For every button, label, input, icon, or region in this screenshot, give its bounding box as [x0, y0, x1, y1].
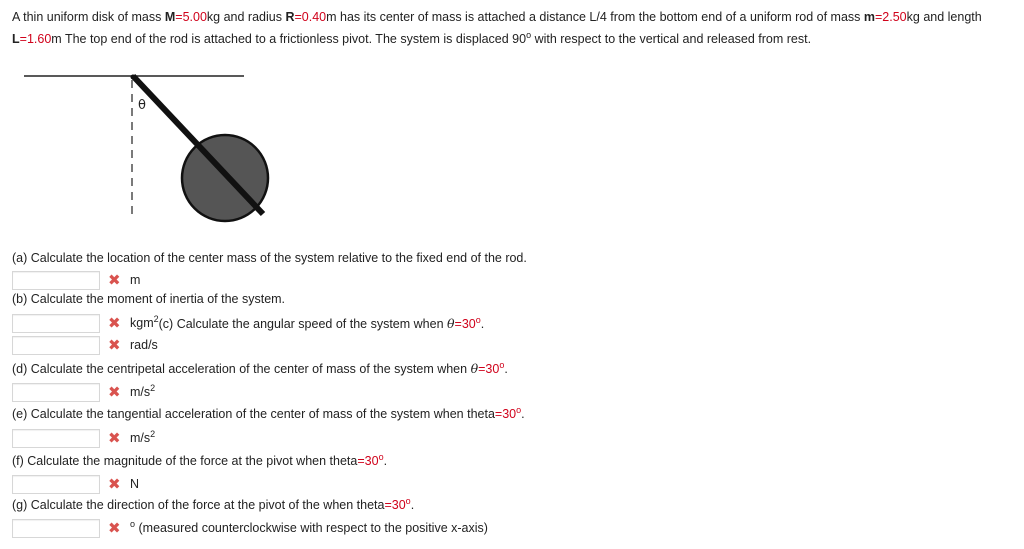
answer-row-b	[12, 313, 484, 333]
problem-text: kg and length	[906, 10, 982, 24]
theta-value: =30	[357, 454, 379, 468]
theta-value: =30	[454, 316, 476, 331]
theta-symbol: θ	[447, 315, 455, 331]
problem-text: m The top end of the rod is attached to a frictionless pivot. The system is displaced 90	[51, 32, 527, 46]
answer-input-c[interactable]	[12, 336, 100, 355]
question-d-text: (d) Calculate the centripetal acceleration of the center of mass of the system when	[12, 362, 471, 376]
unit-b	[130, 313, 159, 330]
unit-c: rad/s	[130, 338, 158, 352]
question-d: (d) Calculate the centripetal acceleration of the center of mass of the system when $\theta=30^o$.	[12, 359, 508, 376]
question-f-text: (f) Calculate the magnitude of the force at the pivot when theta	[12, 454, 358, 468]
degree-symbol: o	[475, 314, 481, 325]
degree-symbol: o	[516, 404, 522, 415]
question-c: (c) Calculate the angular speed of the system when $\theta=30^o$.	[158, 314, 485, 331]
unit-f: N	[130, 477, 140, 491]
unit-g-text: (measured counterclockwise with respect to the positive x-axis)	[135, 521, 488, 535]
theta-symbol: θ	[470, 361, 479, 376]
theta-value: =30	[478, 362, 500, 376]
unit-d-text: m/s	[130, 385, 151, 399]
unit-b-sup: 2	[153, 313, 159, 324]
theta-value: =30	[384, 498, 406, 512]
unit-d	[130, 382, 156, 399]
degree-symbol: o	[405, 495, 411, 506]
problem-text: kg and radius	[206, 10, 286, 24]
unit-b-text: kgm	[130, 316, 154, 330]
radius-label: R	[285, 10, 295, 24]
answer-input-b[interactable]	[12, 314, 100, 333]
question-e-text: (e) Calculate the tangential acceleration of the center of mass of the system when theta	[12, 407, 495, 421]
length-value: =1.60	[19, 32, 52, 46]
incorrect-icon: ✖	[108, 271, 121, 289]
question-b: (b) Calculate the moment of inertia of the system.	[12, 292, 286, 306]
theta-value: =30	[494, 407, 517, 421]
problem-text: A thin uniform disk of mass	[12, 10, 165, 24]
question-f: (f) Calculate the magnitude of the force at the pivot when $theta=30^o$.	[12, 451, 388, 468]
answer-input-g[interactable]	[12, 519, 100, 538]
unit-e	[130, 428, 156, 445]
unit-g	[130, 518, 488, 535]
problem-text: with respect to the vertical and released from rest.	[531, 32, 812, 46]
question-e: (e) Calculate the tangential acceleration of the center of mass of the system when $theta=30^o$.	[12, 404, 525, 421]
mass-rod-label: m	[863, 10, 875, 24]
answer-row-d	[12, 382, 155, 402]
answer-row-g	[12, 518, 488, 538]
incorrect-icon: ✖	[108, 336, 121, 354]
radius-value: =0.40	[294, 10, 327, 24]
theta-label: θ	[138, 98, 146, 113]
unit-d-sup: 2	[150, 382, 156, 393]
problem-statement	[12, 6, 1012, 50]
question-g-text: (g) Calculate the direction of the force at the pivot of the when theta	[12, 498, 385, 512]
pivot	[131, 75, 136, 80]
answer-input-d[interactable]	[12, 383, 100, 402]
pendulum-figure	[20, 68, 290, 228]
incorrect-icon: ✖	[108, 314, 121, 332]
answer-row-e	[12, 428, 155, 448]
answer-input-a[interactable]	[12, 271, 100, 290]
unit-g-degree: o	[130, 518, 136, 529]
unit-e-sup: 2	[150, 428, 156, 439]
length-label: L	[12, 32, 20, 46]
unit-a: m	[130, 273, 141, 287]
incorrect-icon: ✖	[108, 519, 121, 537]
incorrect-icon: ✖	[108, 429, 121, 447]
question-c-text: (c) Calculate the angular speed of the system when	[158, 316, 447, 331]
answer-row-c	[12, 335, 164, 355]
mass-disk-label: M	[164, 10, 176, 24]
mass-disk-value: =5.00	[175, 10, 207, 24]
answer-row-f	[12, 474, 145, 494]
degree-symbol: o	[499, 359, 505, 370]
question-g: (g) Calculate the direction of the force at the pivot of the when $theta=30^o$.	[12, 495, 415, 512]
mass-rod-value: =2.50	[875, 10, 907, 24]
problem-text: m has its center of mass is attached a distance L/4 from the bottom end of a uniform rod of mass	[326, 10, 864, 24]
incorrect-icon: ✖	[108, 383, 121, 401]
answer-input-f[interactable]	[12, 475, 100, 494]
answer-input-e[interactable]	[12, 429, 100, 448]
incorrect-icon: ✖	[108, 475, 121, 493]
degree-symbol: o	[378, 451, 384, 462]
unit-e-text: m/s	[130, 431, 151, 445]
answer-row-a	[12, 270, 146, 290]
question-a: (a) Calculate the location of the center mass of the system relative to the fixed end of the rod.	[12, 251, 527, 265]
degree-symbol: o	[526, 29, 532, 40]
